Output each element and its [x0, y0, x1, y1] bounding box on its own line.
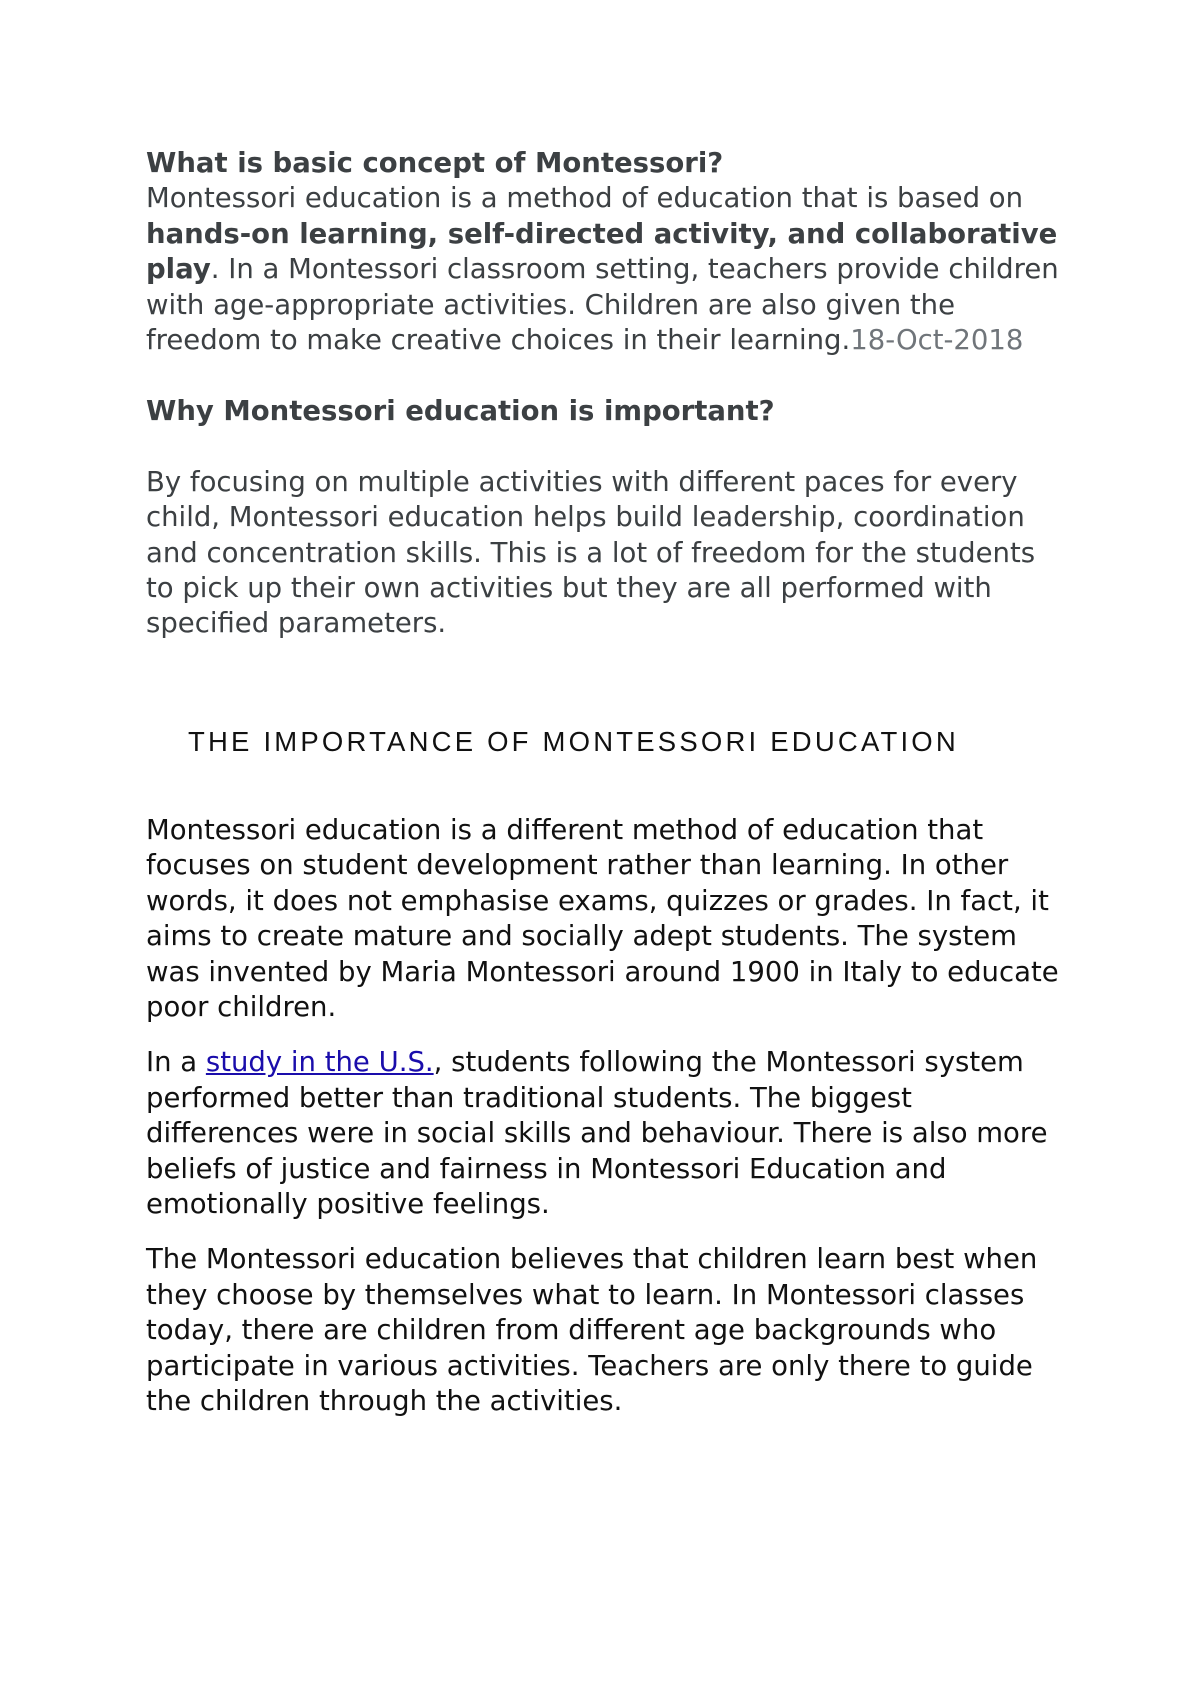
answer-text-start: Montessori education is a method of education that is based on — [146, 182, 1024, 215]
article-paragraph-2 — [146, 1045, 1066, 1222]
faq-answer-basic-concept — [146, 181, 1066, 358]
article-heading: THE IMPORTANCE OF MONTESSORI EDUCATION — [188, 725, 959, 757]
study-link[interactable]: study in the U.S. — [205, 1046, 434, 1079]
faq-question-importance: Why Montessori education is important? — [146, 395, 775, 428]
paragraph-2-start: In a — [146, 1046, 206, 1079]
answer-text-bold: hands-on learning, self-directed activity, and collaborative play — [146, 217, 1058, 286]
article-paragraph-1: Montessori education is a different method of education that focuses on student development rather than learning. In other words, it does not emphasise exams, quizzes or grades. In fact, it aims to create mature and socially adept students. The system was invented by Maria Montessori around 1900 in Italy to educate poor children. — [146, 813, 1059, 1023]
article-paragraph-3: The Montessori education believes that children learn best when they choose by themselves what to learn. In Montessori classes today, there are children from different age backgrounds who participate in various activities. Teachers are only there to guide the children through the activities. — [146, 1243, 1038, 1417]
faq-section-basic-concept — [146, 146, 1066, 358]
faq-answer-importance: By focusing on multiple activities with different paces for every child, Montessori education helps build leadership, coordination and concentration skills. This is a lot of freedom for the students to pick up their own activities but they are all performed with specified parameters. — [146, 465, 1036, 640]
faq-question-basic-concept: What is basic concept of Montessori? — [146, 147, 724, 179]
paragraph-2-end: , students following the Montessori system performed better than traditional students. The biggest differences were in social skills and behaviour. There is also more beliefs of justice and fairness in Montessori Education and emotionally positive feelings. — [146, 1046, 1048, 1220]
answer-date: 18-Oct-2018 — [850, 324, 1024, 357]
document-page — [146, 146, 1066, 1419]
answer-text-end: . In a Montessori classroom setting, teachers provide children with age-appropriate activities. Children are also given the freedom to make creative choices in their learning. — [146, 253, 1059, 357]
